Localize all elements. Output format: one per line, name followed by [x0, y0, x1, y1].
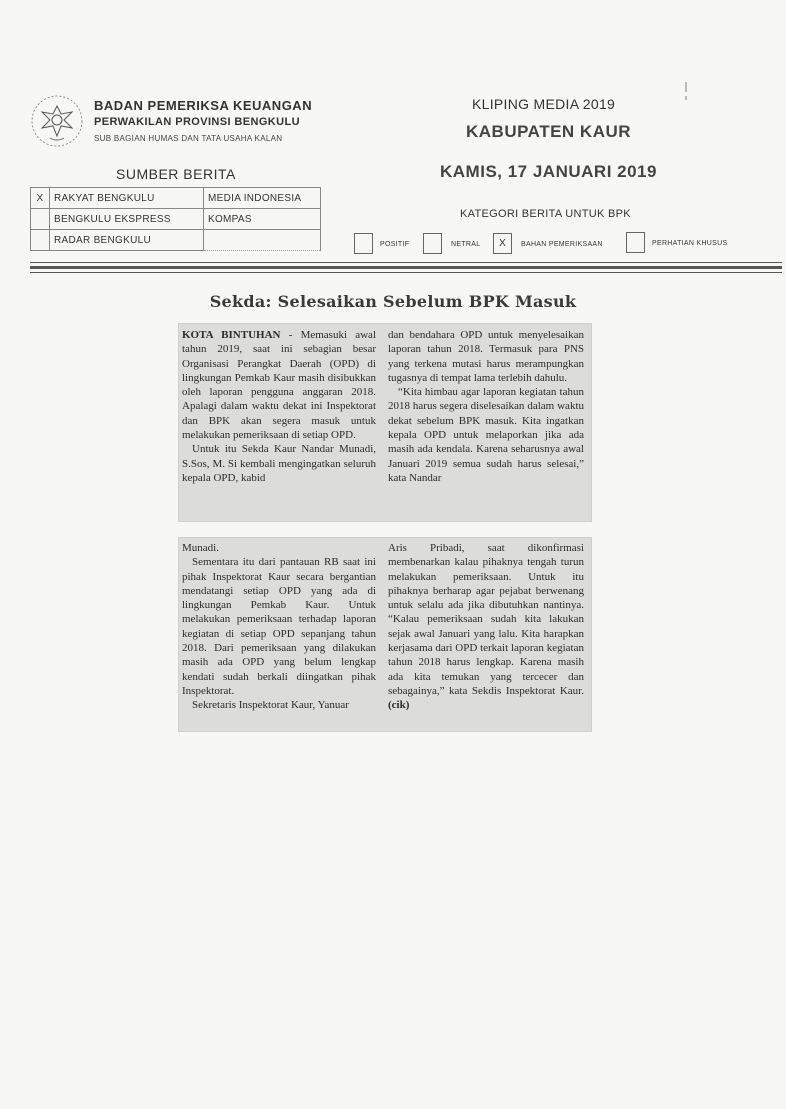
source-name: MEDIA INDONESIA [204, 188, 321, 209]
kategori-label-perhatian-khusus: PERHATIAN KHUSUS [652, 240, 728, 247]
source-name: KOMPAS [204, 209, 321, 230]
table-row [31, 209, 321, 230]
source-name: RAKYAT BENGKULU [50, 188, 204, 209]
scan-mark [685, 82, 687, 92]
article-column [182, 541, 376, 713]
source-name: RADAR BENGKULU [50, 230, 204, 251]
source-mark [31, 230, 50, 251]
table-row [31, 230, 321, 251]
divider [30, 262, 782, 263]
article-paragraph: “Kita himbau agar laporan kegiatan tahun 2018 harus segera diselesaikan dalam waktu dekat sebelum BPK masuk. Kita ingatkan kepala OPD untuk melaporkan jika ada masih ada kendala. Karena seharusnya awal Januari 2019 semua sudah harus selesai,” kata Nandar [388, 386, 584, 484]
kliping-title: KLIPING MEDIA 2019 [472, 96, 616, 112]
kabupaten-title: KABUPATEN KAUR [466, 122, 632, 141]
sumber-berita-title: SUMBER BERITA [116, 166, 236, 182]
scan-mark [685, 96, 687, 100]
article-paragraph [182, 328, 376, 442]
source-mark: X [31, 188, 50, 209]
table-row [31, 188, 321, 209]
kategori-checkbox-perhatian-khusus[interactable] [626, 232, 645, 253]
article-paragraph: Sementara itu dari pantauan RB saat ini pihak Inspektorat Kaur secara bergantian mendatangi setiap OPD yang ada di lingkungan Pemkab Kaur. Untuk melakukan pemeriksaan terhadap laporan kegiatan di setiap OPD sepanjang tahun 2018. Dari pemeriksaan yang dilakukan masih ada OPD yang belum lengkap kendati sudah berkali diingatkan pihak Inspektorat. [182, 556, 376, 697]
garuda-emblem-icon [28, 92, 86, 150]
kategori-checkbox-positif[interactable] [354, 233, 373, 254]
kategori-label-bahan-pemeriksaan: BAHAN PEMERIKSAAN [521, 241, 603, 248]
kategori-checkbox-bahan-pemeriksaan[interactable]: X [493, 233, 512, 254]
source-name: BENGKULU EKSPRESS [50, 209, 204, 230]
article-paragraph: dan bendahara OPD untuk menyelesaikan laporan tahun 2018. Termasuk para PNS yang terkena mutasi harus merampungkan tugasnya di tempat lama terlebih dahulu. [388, 329, 584, 384]
article-paragraph: Sekretaris Inspektorat Kaur, Yanuar [192, 699, 349, 712]
article-column [182, 328, 376, 485]
article-headline: Sekda: Selesaikan Sebelum BPK Masuk [209, 292, 577, 311]
date-title: KAMIS, 17 JANUARI 2019 [440, 162, 657, 181]
org-name-line2: PERWAKILAN PROVINSI BENGKULU [94, 116, 300, 128]
org-name-line1: BADAN PEMERIKSA KEUANGAN [94, 98, 313, 113]
kategori-label-positif: POSITIF [380, 241, 410, 248]
source-mark [31, 209, 50, 230]
kategori-label-netral: NETRAL [451, 241, 481, 248]
paragraph-text: - Memasuki awal tahun 2019, saat ini sebagian besar Organisasi Perangkat Daerah (OPD) di lingkungan Pemkab Kaur masih disibukkan oleh laporan pengguna anggaran 2018. Apalagi dalam waktu dekat ini Inspektorat dan BPK akan segera masuk untuk melakukan pemeriksaan di setiap OPD. [182, 329, 376, 442]
source-name [204, 230, 321, 251]
article-paragraph: Munadi. [182, 542, 219, 554]
article-paragraph [388, 541, 584, 713]
article-column [388, 541, 584, 713]
divider [30, 272, 782, 273]
dateline: KOTA BINTUHAN [182, 329, 281, 341]
article-paragraph: Untuk itu Sekda Kaur Nandar Munadi, S.Sos, M. Si kembali mengingatkan seluruh kepala OPD, kabid [182, 443, 376, 484]
sumber-berita-table [30, 187, 321, 251]
paragraph-text: Aris Pribadi, saat dikonfirmasi membenarkan kalau pihaknya tengah turun melakukan pemeriksaan. Untuk itu pihaknya berharap agar pejabat berwenang untuk selalu ada jika dibutuhkan nantinya. “Kalau pemeriksaan sudah kita lakukan sejak awal Januari yang lalu. Kita harapkan kerjasama dari OPD terkait laporan kegiatan tahun 2018 harus lengkap. Karena masih ada kita temukan yang tercecer dan sebagainya,” kata Sekdis Inspektorat Kaur. [388, 542, 584, 697]
article-column [388, 328, 584, 485]
kategori-checkbox-netral[interactable] [423, 233, 442, 254]
divider [30, 266, 782, 269]
kategori-title: KATEGORI BERITA UNTUK BPK [460, 208, 631, 220]
byline: (cik) [388, 699, 410, 712]
org-name-line3: SUB BAGIAN HUMAS DAN TATA USAHA KALAN [94, 134, 283, 143]
